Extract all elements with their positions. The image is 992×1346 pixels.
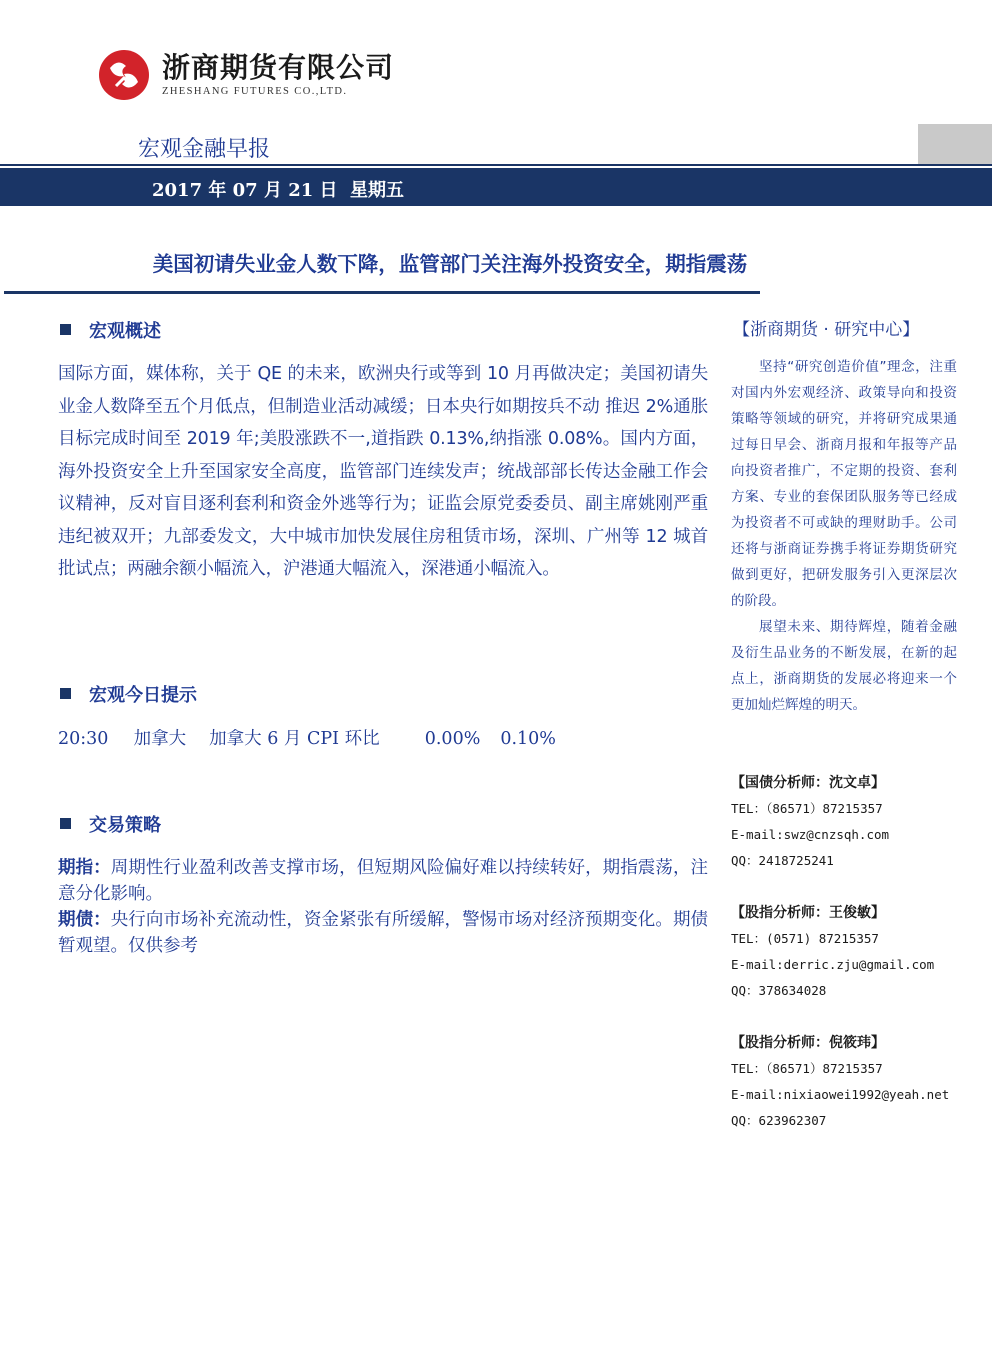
headline-divider [4,291,760,294]
strategy-item [58,855,708,907]
today-heading-text: 宏观今日提示 [89,685,197,706]
analyst-role: 【股指分析师：倪筱玮】 [731,1035,885,1051]
analyst-role: 【国债分析师：沈文卓】 [731,775,885,791]
research-center-paragraph: 展望未来、期待辉煌，随着金融及衍生品业务的不断发展，在新的起点上，浙商期货的发展必将迎来一个更加灿烂辉煌的明天。 [731,619,957,713]
header-divider [0,164,992,166]
analyst-role: 【股指分析师：王俊敏】 [731,905,885,921]
analyst-card [731,900,981,1004]
analyst-qq: QQ：623962307 [731,1113,827,1128]
overview-heading-text: 宏观概述 [89,321,161,342]
event-time: 20:30 [58,729,109,749]
analyst-qq: QQ：2418725241 [731,853,834,868]
analyst-card [731,1030,981,1134]
square-bullet-icon [60,818,71,829]
report-type-title: 宏观金融早报 [138,137,271,162]
analyst-tel: TEL：（86571）87215357 [731,801,883,816]
strategy-text: 周期性行业盈利改善支撑市场，但短期风险偏好难以持续转好，期指震荡，注意分化影响。 [58,858,709,904]
research-center-paragraph: 坚持“研究创造价值”理念，注重对国内外宏观经济、政策导向和投资策略等领域的研究，并将研究成果通过每日早会、浙商月报和年报等产品向投资者推广，不定期的投资、套利方案、专业的套保团队服务等已经成为投资者不可或缺的理财助手。公司还将与浙商证券携手将证券期货研究做到更好，把研发服务引入更深层次的阶段。 [731,359,957,609]
square-bullet-icon [60,324,71,335]
analyst-email[interactable]: E-mail:nixiaowei1992@yeah.net [731,1087,950,1102]
overview-paragraph: 国际方面，媒体称，关于 QE 的未来，欧洲央行或等到 10 月再做决定；美国初请失业金人数降至五个月低点，但制造业活动减缓；日本央行如期按兵不动 推迟 2%通胀目标完成时间至 2019 年;美股涨跌不一,道指跌 0.13%,纳指涨 0.08%。国内方面，海外投资安全上升至国家安全高度，监管部门连续发声；统战部部长传达金融工作会议精神，反对盲目逐利套利和资金外逃等行为；证监会原党委委员、副主席姚刚严重违纪被双开；九部委发文，大中城市加快发展住房租赁市场，深圳、广州等 12 城首批试点；两融余额小幅流入，沪港通大幅流入，深港通小幅流入。 [58,364,708,579]
section-heading-overview [60,317,161,343]
strategy-label: 期指： [58,858,111,878]
event-country: 加拿大 [133,729,187,749]
analyst-tel: TEL：(0571) 87215357 [731,931,879,946]
company-name-cn: 浙商期货有限公司 [162,51,395,84]
analyst-qq: QQ：378634028 [731,983,827,998]
strategy-label: 期债： [58,910,111,930]
event-indicator: 加拿大 6 月 CPI 环比 [209,729,380,749]
event-row [58,725,556,750]
zheshang-futures-logo-icon [96,48,152,102]
report-headline: 美国初请失业金人数下降，监管部门关注海外投资安全，期指震荡 [152,252,748,276]
report-date: 2017 年 07 月 21 日 星期五 [152,180,405,201]
strategy-heading-text: 交易策略 [89,815,161,836]
date-banner [0,168,992,206]
section-heading-strategy [60,811,161,837]
company-name-en: ZHESHANG FUTURES CO.,LTD. [162,86,348,97]
section-heading-today [60,681,197,707]
strategy-item [58,907,708,959]
analyst-email[interactable]: E-mail:swz@cnzsqh.com [731,827,890,842]
square-bullet-icon [60,688,71,699]
event-forecast: 0.10% [500,729,556,749]
analyst-card [731,770,981,874]
analyst-email[interactable]: E-mail:derric.zju@gmail.com [731,957,935,972]
analyst-tel: TEL：（86571）87215357 [731,1061,883,1076]
research-center-title: 【浙商期货 · 研究中心】 [733,320,920,340]
header-gray-block [918,124,992,165]
event-previous: 0.00% [424,729,481,749]
strategy-text: 央行向市场补充流动性，资金紧张有所缓解，警惕市场对经济预期变化。期债暂观望。仅供参考 [58,910,709,956]
